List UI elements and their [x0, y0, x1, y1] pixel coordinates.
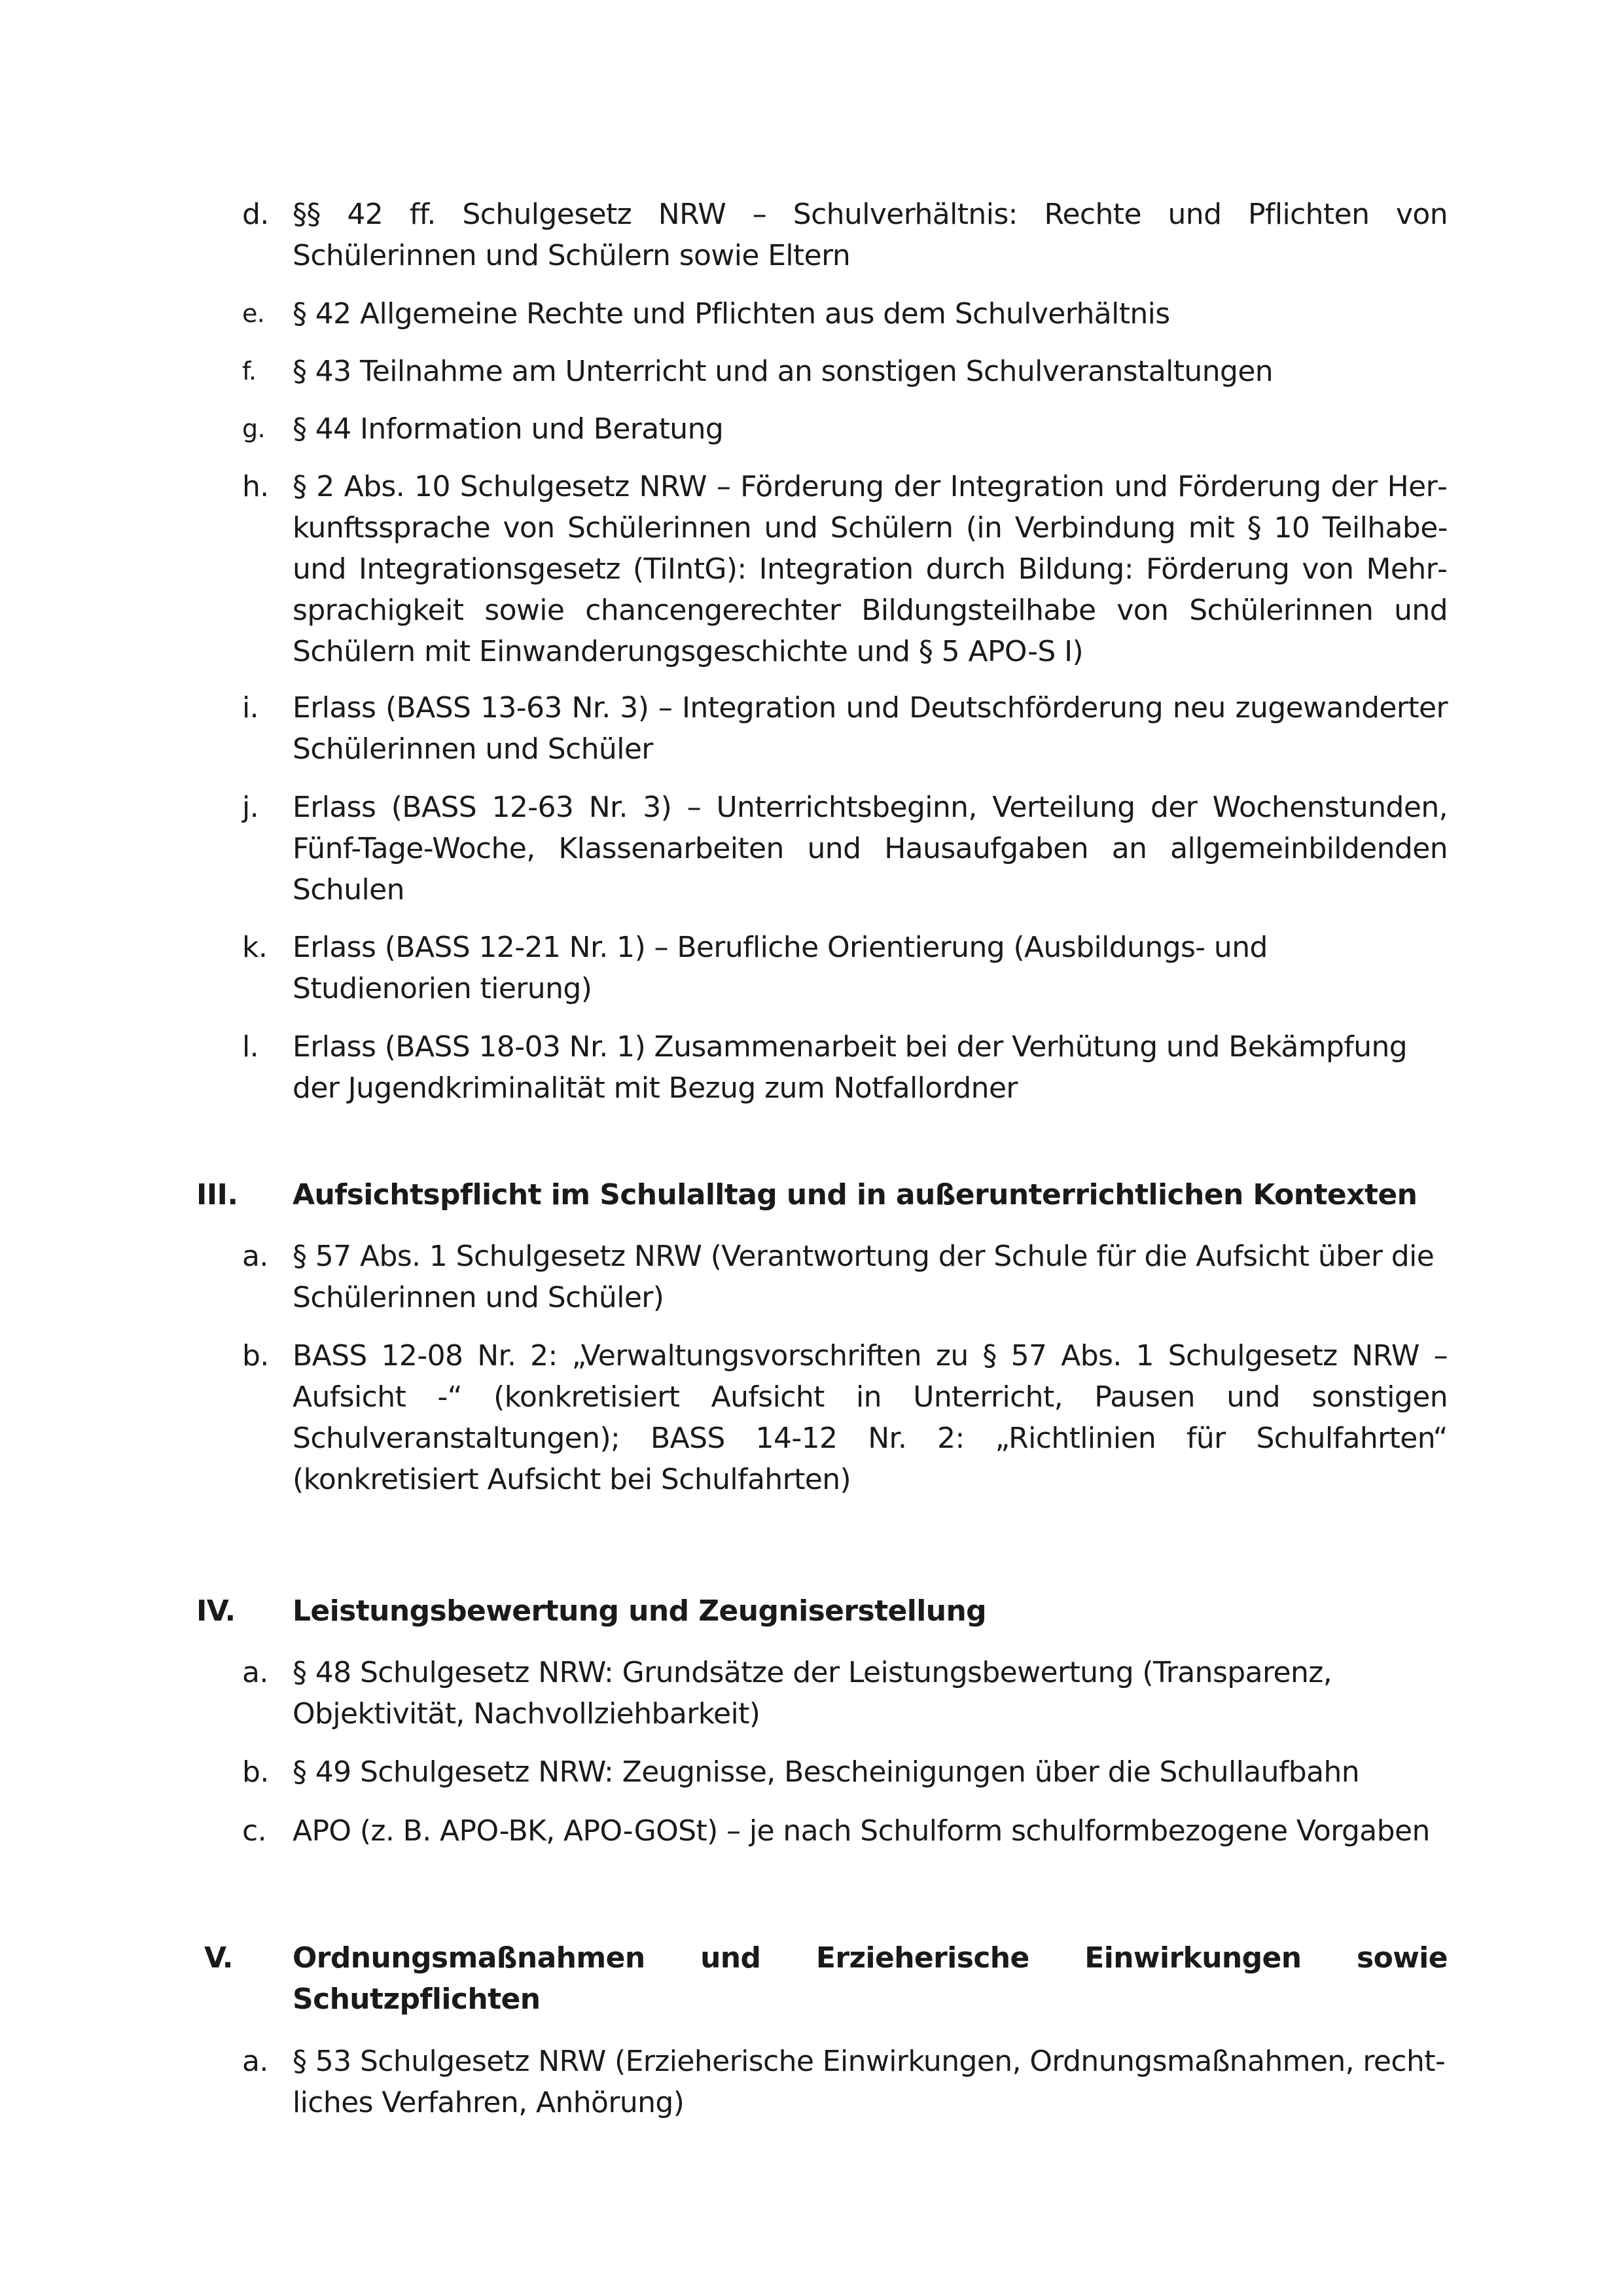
section-heading-V: [196, 1937, 1448, 2020]
list-item-text: § 57 Abs. 1 Schulgesetz NRW (Verantwortung der Schule für die Aufsicht über die Schülerinnen und Schüler): [293, 1240, 1435, 1314]
list-item-h: [242, 466, 1448, 672]
list-marker: k.: [242, 931, 268, 964]
list-marker: g.: [242, 414, 266, 443]
list-item-text: APO (z. B. APO-BK, APO-GOSt) – je nach Schulform schulformbezogene Vorgaben: [293, 1814, 1430, 1848]
list-item-III-a: [242, 1236, 1448, 1318]
list-marker: c.: [242, 1814, 266, 1848]
list-item-text: Erlass (BASS 12-63 Nr. 3) – Unterrichtsbeginn, Verteilung der Wochenstunden, Fünf-Tage-Woche, Klassenarbeiten und Hausaufgaben an allgemeinbildenden Schulen: [293, 791, 1448, 906]
list-marker: b.: [242, 1339, 269, 1372]
list-item-text: § 42 Allgemeine Rechte und Pflichten aus dem Schulverhältnis: [293, 297, 1170, 331]
list-item-text: § 48 Schulgesetz NRW: Grundsätze der Leistungsbewertung (Transparenz, Objektivität, Nachvollziehbarkeit): [293, 1656, 1332, 1731]
list-item-g: [242, 408, 1448, 450]
list-marker: a.: [242, 1656, 268, 1689]
section-heading-IV: [196, 1590, 1448, 1632]
list-item-text: Erlass (BASS 12-21 Nr. 1) – Berufliche Orientierung (Ausbildungs- und Studienorien tierung): [293, 931, 1268, 1005]
list-item-text: § 43 Teilnahme am Unterricht und an sonstigen Schulveranstaltungen: [293, 355, 1274, 388]
list-item-text: Erlass (BASS 13-63 Nr. 3) – Integration und Deutschförderung neu zugewanderter Schülerinnen und Schüler: [293, 691, 1448, 766]
section-title: Ordnungsmaßnahmen und Erzieherische Einwirkungen sowie Schutzpflichten: [293, 1941, 1448, 2016]
list-item-IV-b: [242, 1751, 1448, 1793]
section-title: Aufsichtspflicht im Schulalltag und in außerunterrichtlichen Kontexten: [293, 1178, 1418, 1211]
list-item-IV-c: [242, 1810, 1448, 1852]
list-item-d: [242, 194, 1448, 276]
list-marker: l.: [242, 1030, 259, 1064]
list-item-text: § 44 Information und Beratung: [293, 412, 724, 446]
list-item-text: BASS 12-08 Nr. 2: „Verwaltungsvorschriften zu § 57 Abs. 1 Schulgesetz NRW – Aufsicht -“ (konkretisiert Aufsicht in Unterricht, Pausen und sonstigen Schulveranstaltungen); BASS 14-12 Nr. 2: „Richtlinien für Schulfahrten“ (konkretisiert Aufsicht bei Schulfahrten): [293, 1339, 1448, 1496]
list-marker: j.: [242, 791, 259, 824]
list-marker: a.: [242, 2045, 268, 2078]
list-item-III-b: [242, 1335, 1448, 1500]
list-marker: d.: [242, 198, 269, 231]
section-title: Leistungsbewertung und Zeugniserstellung: [293, 1594, 987, 1628]
list-item-text: § 2 Abs. 10 Schulgesetz NRW – Förderung der Integration und Förderung der Herkunftssprache von Schülerinnen und Schülern (in Verbindung mit § 10 Teilhabe- und Integrationsgesetz (TiIntG): Integration durch Bildung: Förderung von Mehrsprachigkeit sowie chancengerechter Bildungsteilhabe von Schülerinnen und Schülern mit Einwanderungsgeschichte und § 5 APO-S I): [293, 470, 1448, 668]
section-number: V.: [204, 1941, 233, 1975]
list-item-V-a: [242, 2041, 1448, 2123]
list-item-text: Erlass (BASS 18-03 Nr. 1) Zusammenarbeit bei der Verhütung und Bekämpfung der Jugendkriminalität mit Bezug zum Notfallordner: [293, 1030, 1408, 1105]
list-item-text: §§ 42 ff. Schulgesetz NRW – Schulverhältnis: Rechte und Pflichten von Schülerinnen und Schülern sowie Eltern: [293, 198, 1448, 272]
list-item-l: [242, 1026, 1448, 1109]
section-heading-III: [196, 1174, 1448, 1215]
section-number: III.: [196, 1178, 238, 1211]
list-marker: a.: [242, 1240, 268, 1273]
list-item-k: [242, 927, 1448, 1009]
list-marker: h.: [242, 470, 269, 503]
list-marker: f.: [242, 357, 257, 386]
list-item-text: § 49 Schulgesetz NRW: Zeugnisse, Bescheinigungen über die Schullaufbahn: [293, 1755, 1360, 1789]
list-marker: i.: [242, 691, 259, 725]
list-item-f: [242, 351, 1448, 392]
list-item-IV-a: [242, 1652, 1448, 1734]
list-item-j: [242, 787, 1448, 910]
section-number: IV.: [196, 1594, 236, 1628]
list-item-e: [242, 293, 1448, 334]
list-marker: b.: [242, 1755, 269, 1789]
list-item-i: [242, 687, 1448, 770]
list-item-text: § 53 Schulgesetz NRW (Erzieherische Einwirkungen, Ordnungsmaßnahmen, rechtliches Verfahren, Anhörung): [293, 2045, 1446, 2119]
list-marker: e.: [242, 299, 265, 328]
